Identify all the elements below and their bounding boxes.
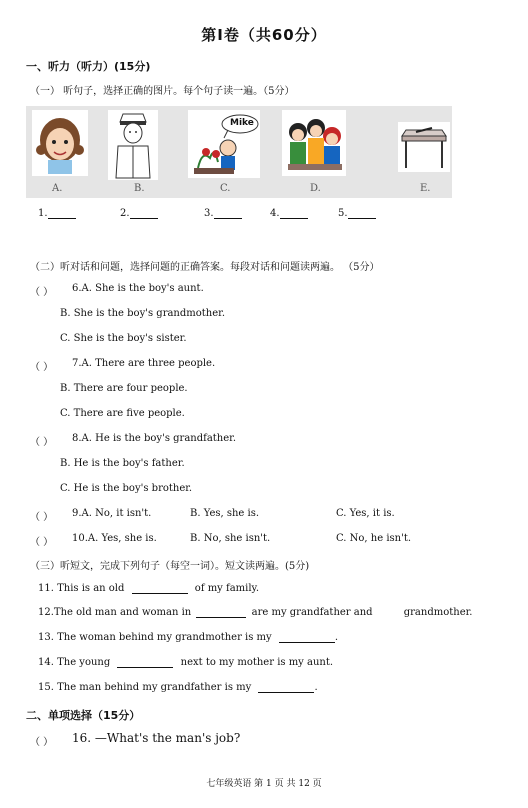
q10-option-a: 10.A. Yes, she is. xyxy=(72,533,157,544)
subsection-2-instruction: （二）听对话和问题，选择问题的正确答案。每段对话和问题读两遍。 （5分） xyxy=(30,262,380,273)
picture-label-c: C. xyxy=(220,183,231,194)
q14-blank[interactable] xyxy=(117,657,173,668)
group-of-children-icon xyxy=(282,110,346,176)
q15-blank[interactable] xyxy=(258,682,314,693)
q10-option-c: C. No, he isn't. xyxy=(336,533,412,544)
q11-text-pre: 11. This is an old xyxy=(38,583,125,594)
picture-label-e: E. xyxy=(420,183,431,194)
answer-blank[interactable] xyxy=(214,208,242,219)
speech-bubble-text: Mike xyxy=(230,118,254,128)
q9-option-b: B. Yes, she is. xyxy=(190,508,260,519)
picture-options-band xyxy=(26,106,452,198)
q7-option-b: B. There are four people. xyxy=(60,383,188,394)
q6-option-a: 6.A. She is the boy's aunt. xyxy=(72,283,204,294)
q12-text-post: grandmother. xyxy=(403,607,473,618)
picture-label-b: B. xyxy=(134,183,145,194)
q13-blank[interactable] xyxy=(279,632,335,643)
q15-line xyxy=(38,682,318,693)
q9-option-a: 9.A. No, it isn't. xyxy=(72,508,152,519)
girl-face-icon xyxy=(32,110,88,176)
answer-blank[interactable] xyxy=(48,208,76,219)
answer-paren[interactable]: （ ） xyxy=(30,737,54,748)
answer-number: 2. xyxy=(120,208,130,219)
answer-blank[interactable] xyxy=(130,208,158,219)
answer-number: 3. xyxy=(204,208,214,219)
q11-blank[interactable] xyxy=(132,583,188,594)
q12-text-mid: are my grandfather and xyxy=(251,607,373,618)
section-heading-single-choice: 二、单项选择（15分） xyxy=(26,709,141,722)
page-footer: 七年级英语 第 1 页 共 12 页 xyxy=(206,779,322,789)
answer-slot-1 xyxy=(38,208,76,219)
answer-number: 1. xyxy=(38,208,48,219)
q8-option-a: 8.A. He is the boy's grandfather. xyxy=(72,433,237,444)
subsection-1-instruction: （一） 听句子，选择正确的图片。每个句子读一遍。（5分） xyxy=(30,86,295,97)
answer-paren[interactable]: （ ） xyxy=(30,437,54,448)
q8-option-c: C. He is the boy's brother. xyxy=(60,483,193,494)
table-with-pencil-icon xyxy=(398,122,450,172)
picture-label-a: A. xyxy=(52,183,63,194)
q13-text-post: . xyxy=(334,632,339,643)
answer-paren[interactable]: （ ） xyxy=(30,512,54,523)
q13-line xyxy=(38,632,338,643)
q16-question: 16. —What's the man's job? xyxy=(72,731,241,745)
q11-line xyxy=(38,583,259,594)
answer-slot-4 xyxy=(270,208,308,219)
q9-option-c: C. Yes, it is. xyxy=(336,508,395,519)
answer-paren[interactable]: （ ） xyxy=(30,537,54,548)
q14-text-post: next to my mother is my aunt. xyxy=(180,657,334,668)
q7-option-a: 7.A. There are three people. xyxy=(72,358,216,369)
police-officer-icon xyxy=(108,110,158,180)
picture-label-d: D. xyxy=(310,183,321,194)
answer-number: 4. xyxy=(270,208,280,219)
answer-slot-3 xyxy=(204,208,242,219)
q12-blank[interactable] xyxy=(196,607,246,618)
q15-text-pre: 15. The man behind my grandfather is my xyxy=(38,682,252,693)
section-heading-listening: 一、听力（听力）(15分) xyxy=(26,60,151,73)
q12-text-pre: 12.The old man and woman in xyxy=(38,607,192,618)
answer-number: 5. xyxy=(338,208,348,219)
q10-option-b: B. No, she isn't. xyxy=(190,533,271,544)
subsection-3-instruction: （三）听短文，完成下列句子（每空一词）。短文读两遍。(5分) xyxy=(30,561,310,572)
answer-blank[interactable] xyxy=(280,208,308,219)
q6-option-b: B. She is the boy's grandmother. xyxy=(60,308,226,319)
page-title: 第Ⅰ卷（共60分） xyxy=(201,26,327,44)
q14-text-pre: 14. The young xyxy=(38,657,111,668)
q13-text-pre: 13. The woman behind my grandmother is my xyxy=(38,632,272,643)
answer-paren[interactable]: （ ） xyxy=(30,362,54,373)
q14-line xyxy=(38,657,333,668)
q15-text-post: . xyxy=(314,682,318,693)
q8-option-b: B. He is the boy's father. xyxy=(60,458,185,469)
q11-text-post: of my family. xyxy=(194,583,260,594)
answer-slot-5 xyxy=(338,208,376,219)
q7-option-c: C. There are five people. xyxy=(60,408,185,419)
answer-paren[interactable]: （ ） xyxy=(30,287,54,298)
q6-option-c: C. She is the boy's sister. xyxy=(60,333,187,344)
answer-slot-2 xyxy=(120,208,158,219)
answer-blank[interactable] xyxy=(348,208,376,219)
q12-line xyxy=(38,607,472,618)
boy-with-plant-icon xyxy=(188,110,260,178)
